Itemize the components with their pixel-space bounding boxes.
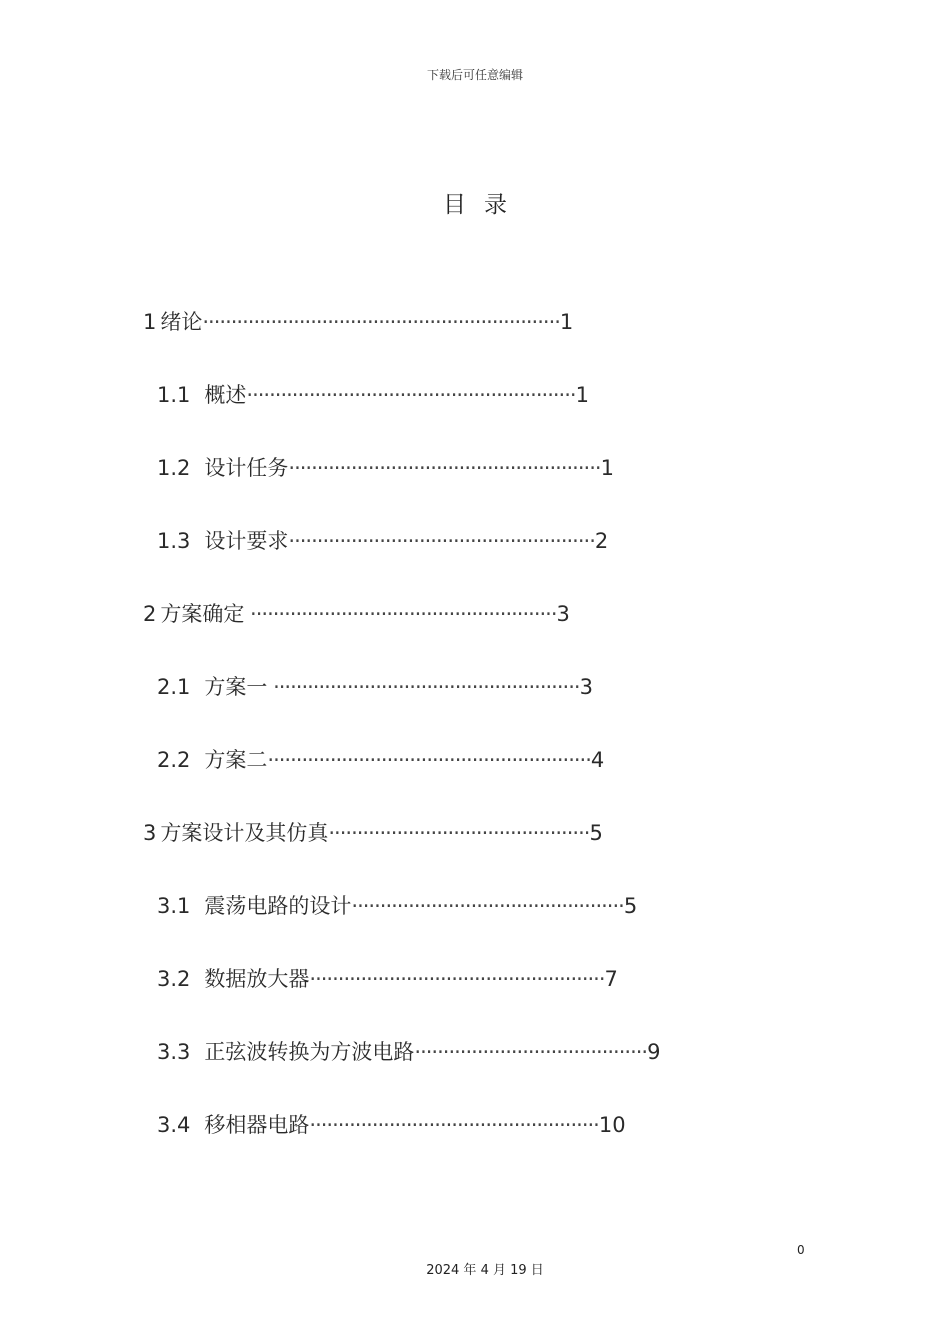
toc-entry-page: 1: [600, 456, 614, 480]
toc-leader-dots: ······················································: [244, 602, 557, 626]
toc-entry-number: 1.2: [157, 456, 191, 480]
toc-entry-page: 9: [647, 1040, 661, 1064]
toc-leader-dots: ····················································: [309, 967, 605, 991]
toc-entry-number: 1: [143, 310, 157, 334]
toc-entry-page: 5: [623, 894, 638, 918]
toc-entry-page: 10: [598, 1113, 626, 1137]
toc-entry-title: 概述: [204, 383, 247, 407]
toc-entry-number: 3.4: [157, 1113, 191, 1137]
toc-entry-1-2[interactable]: [157, 453, 614, 483]
toc-entry-page: 7: [604, 967, 618, 991]
toc-entry-title: 方案一: [204, 675, 268, 699]
toc-entry-title: 震荡电路的设计: [204, 894, 352, 918]
toc-leader-dots: ·························································: [267, 748, 591, 772]
toc-leader-dots: ·······························································: [202, 310, 560, 334]
toc-entry-title: 正弦波转换为方波电路: [204, 1040, 415, 1064]
toc-leader-dots: ······················································: [267, 675, 580, 699]
toc-entry-1-3[interactable]: [157, 526, 608, 556]
toc-entry-page: 1: [575, 383, 589, 407]
toc-entry-number: 3.1: [157, 894, 191, 918]
toc-entry-1-1[interactable]: [157, 380, 589, 410]
page-number: 0: [797, 1243, 805, 1257]
toc-entry-3-3[interactable]: [157, 1037, 660, 1067]
toc-leader-dots: ··························································: [246, 383, 576, 407]
toc-entry-page: 2: [594, 529, 609, 553]
toc-entry-number: 2: [143, 602, 157, 626]
toc-entry-3-4[interactable]: [157, 1110, 626, 1140]
toc-entry-title: 绪论: [160, 310, 203, 334]
toc-leader-dots: ·········································: [414, 1040, 648, 1064]
toc-entry-title: 方案确定: [160, 602, 245, 626]
toc-entry-2[interactable]: [143, 599, 570, 629]
toc-entry-title: 移相器电路: [204, 1113, 310, 1137]
toc-leader-dots: ··············································: [328, 821, 590, 845]
toc-entry-title: 设计任务: [204, 456, 289, 480]
toc-entry-title: 方案设计及其仿真: [160, 821, 329, 845]
toc-entry-3-2[interactable]: [157, 964, 618, 994]
toc-entry-3-1[interactable]: [157, 891, 637, 921]
toc-entry-2-2[interactable]: [157, 745, 604, 775]
toc-entry-number: 1.1: [157, 383, 191, 407]
toc-entry-number: 2.2: [157, 748, 191, 772]
toc-entry-page: 4: [590, 748, 605, 772]
toc-leader-dots: ·······················································: [288, 456, 601, 480]
toc-entry-page: 1: [559, 310, 574, 334]
toc-entry-number: 1.3: [157, 529, 191, 553]
footer-date: 2024 年 4 月 19 日: [426, 1263, 544, 1278]
header-note: 下载后可任意编辑: [426, 68, 523, 82]
toc-entry-title: 数据放大器: [204, 967, 310, 991]
toc-entry-title: 方案二: [204, 748, 268, 772]
toc-entry-title: 设计要求: [204, 529, 289, 553]
toc-entry-3[interactable]: [143, 818, 603, 848]
toc-leader-dots: ···················································: [309, 1113, 599, 1137]
toc-entry-2-1[interactable]: [157, 672, 593, 702]
toc-title: 目录: [443, 192, 525, 218]
toc-entry-page: 3: [579, 675, 593, 699]
toc-entry-page: 5: [589, 821, 603, 845]
toc-entry-1[interactable]: [143, 307, 573, 337]
toc-leader-dots: ················································: [351, 894, 624, 918]
toc-entry-number: 2.1: [157, 675, 191, 699]
toc-entry-page: 3: [556, 602, 570, 626]
toc-leader-dots: ······················································: [288, 529, 595, 553]
toc-entry-number: 3.2: [157, 967, 191, 991]
toc-entry-number: 3: [143, 821, 157, 845]
toc-entry-number: 3.3: [157, 1040, 191, 1064]
